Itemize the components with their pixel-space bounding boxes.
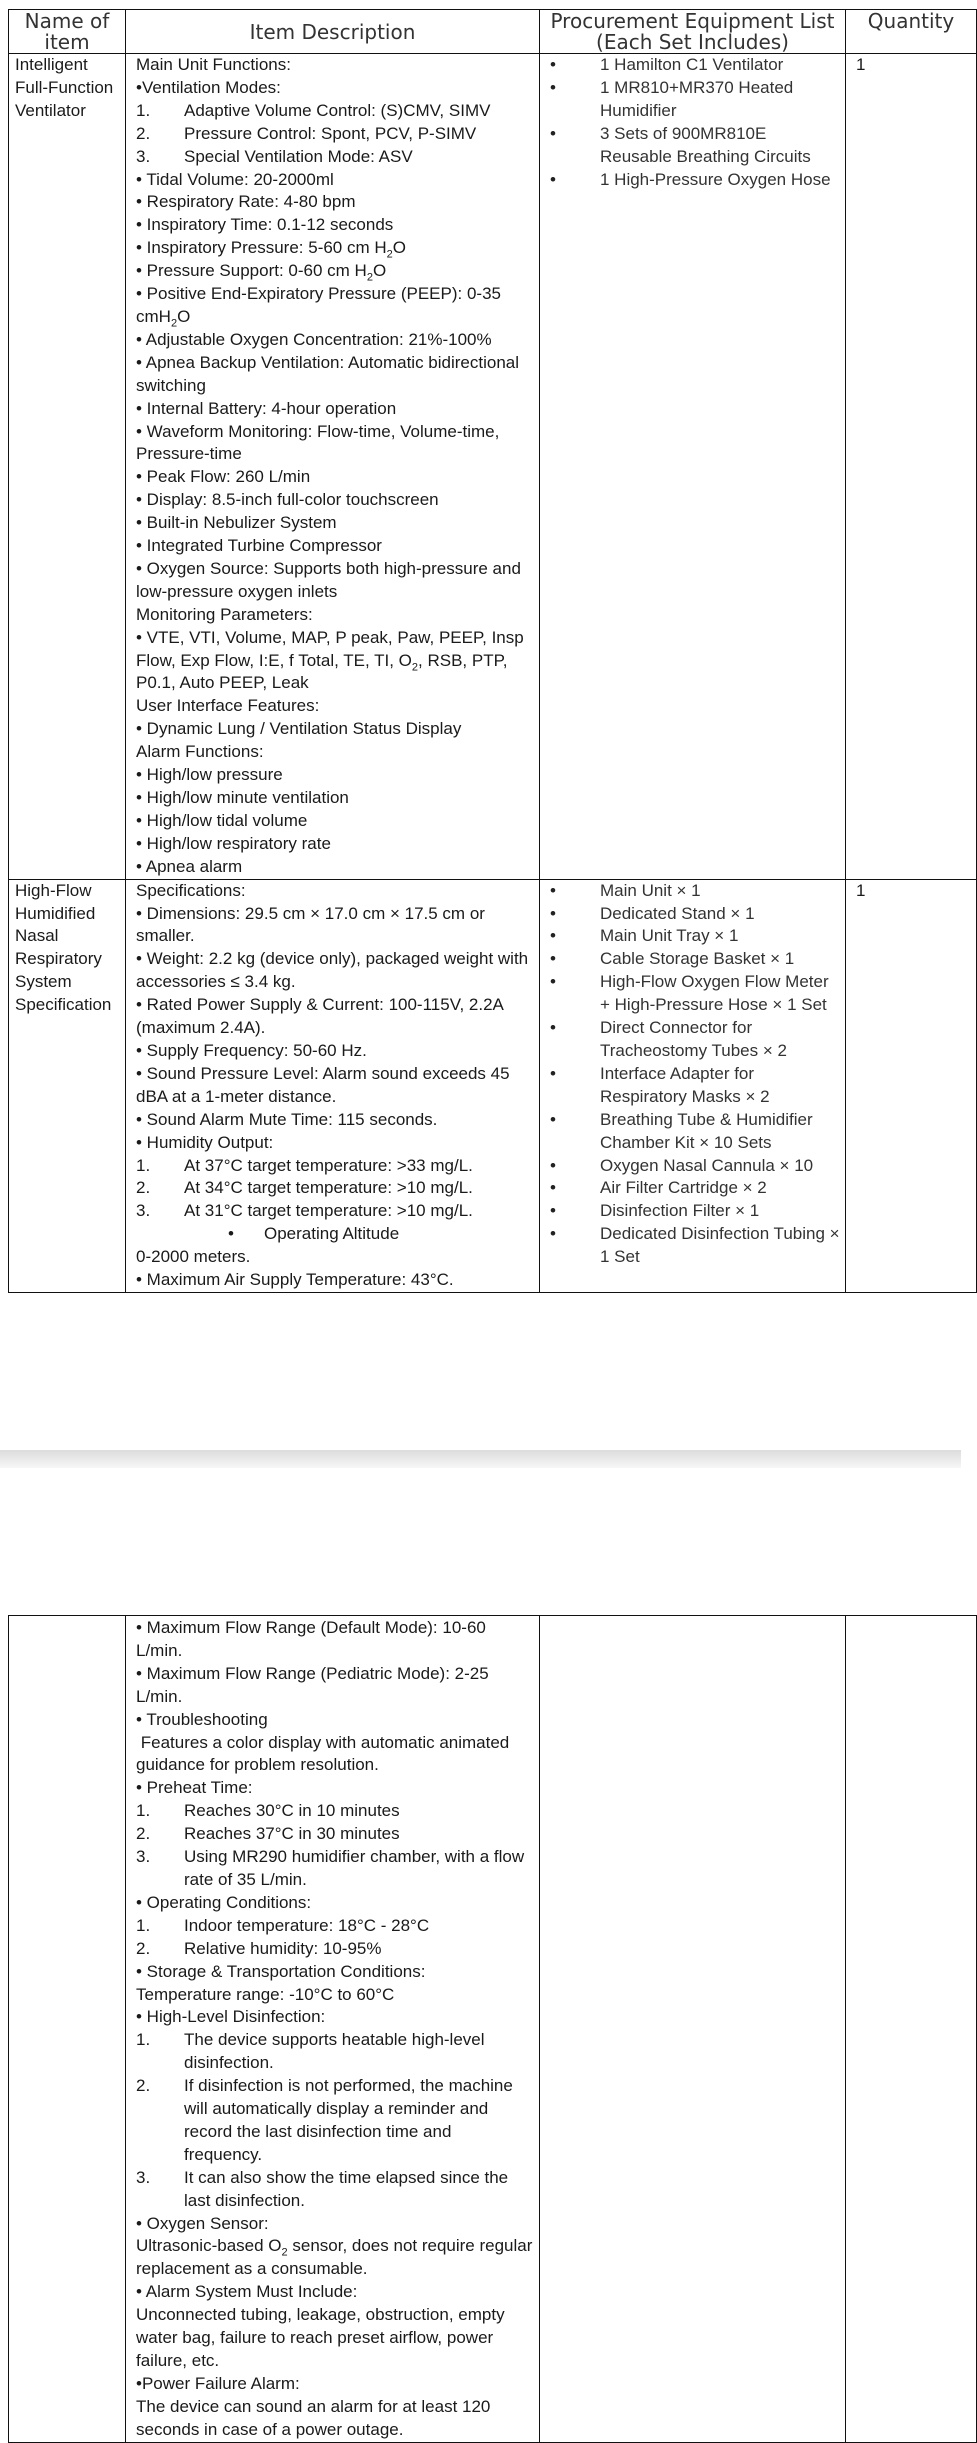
- item-description-cell: [126, 879, 540, 1292]
- list-item: • Air Filter Cartridge × 2: [550, 1177, 841, 1200]
- description-line: Alarm Functions:: [136, 742, 264, 762]
- description-line: 0-2000 meters.: [136, 1247, 251, 1267]
- numbered-item: 1. At 37°C target temperature: >33 mg/L.: [136, 1155, 473, 1175]
- description-line: •Ventilation Modes:: [136, 77, 281, 97]
- list-item: • Oxygen Nasal Cannula × 10: [550, 1155, 841, 1178]
- description-line: • Adjustable Oxygen Concentration: 21%-100%: [136, 329, 492, 349]
- description-line: • Apnea Backup Ventilation: Automatic bidirectional switching: [136, 352, 520, 395]
- page-break: [0, 1450, 961, 1615]
- procurement-table-continued: [8, 1615, 977, 2443]
- numbered-item: 1. Reaches 30°C in 10 minutes: [136, 1801, 400, 1821]
- description-line: • Positive End-Expiratory Pressure (PEEP): 0-35 cmH$_2$O: [136, 284, 501, 330]
- description-line: • Rated Power Supply & Current: 100-115V, 2.2A (maximum 2.4A).: [136, 995, 503, 1038]
- list-item: • Main Unit × 1: [550, 880, 841, 903]
- item-name-cell: [9, 879, 126, 1292]
- numbered-item: 2. Reaches 37°C in 30 minutes: [136, 1824, 400, 1844]
- list-item: • 1 MR810+MR370 Heated Humidifier: [550, 77, 841, 123]
- equipment-list: [550, 54, 841, 191]
- item-description-cell: [126, 54, 540, 880]
- list-item: • 1 Hamilton C1 Ventilator: [550, 54, 841, 77]
- description-line: • Peak Flow: 260 L/min: [136, 467, 311, 487]
- numbered-item: 1. The device supports heatable high-level disinfection.: [136, 2030, 485, 2073]
- item-name: Intelligent Full-Function Ventilator: [15, 55, 114, 120]
- description-line: • Preheat Time:: [136, 1778, 253, 1798]
- description-line: • Maximum Flow Range (Pediatric Mode): 2-25 L/min.: [136, 1663, 489, 1706]
- quantity-cell: [846, 879, 977, 1292]
- description-line: • High/low tidal volume: [136, 810, 308, 830]
- equipment-list-cell: [540, 1616, 846, 2443]
- numbered-item: 1. Adaptive Volume Control: (S)CMV, SIMV: [136, 100, 491, 120]
- quantity-value: 1: [856, 880, 866, 900]
- list-item: • 1 High-Pressure Oxygen Hose: [550, 169, 841, 192]
- description-line: • High/low minute ventilation: [136, 788, 349, 807]
- description-line: •Power Failure Alarm:: [136, 2373, 300, 2393]
- description-line: • Oxygen Sensor:: [136, 2213, 269, 2233]
- description-line: • Inspiratory Time: 0.1-12 seconds: [136, 215, 394, 235]
- description-line: • Humidity Output:: [136, 1132, 274, 1152]
- description-line: • VTE, VTI, Volume, MAP, P peak, Paw, PEEP, Insp Flow, Exp Flow, I:E, f Total, TE, TI, $O_2$, RSB, PTP, P0.1, Auto PEEP, Leak: [136, 627, 524, 693]
- numbered-item: 2. If disinfection is not performed, the machine will automatically display a reminder and record the last disinfection time and frequency.: [136, 2076, 513, 2164]
- description-line: • Waveform Monitoring: Flow-time, Volume-time, Pressure-time: [136, 421, 500, 464]
- equipment-list: [550, 880, 841, 1269]
- description-line: Unconnected tubing, leakage, obstruction, empty water bag, failure to reach preset airflow, power failure, etc.: [136, 2305, 505, 2370]
- description-line: • Operating Conditions:: [136, 1892, 312, 1912]
- item-name: High-Flow Humidified Nasal Respiratory System Specification: [15, 880, 112, 1015]
- numbered-item: 2. Pressure Control: Spont, PCV, P-SIMV: [136, 123, 477, 143]
- header-quantity: Quantity: [846, 10, 977, 54]
- description-line: • High/low respiratory rate: [136, 833, 331, 853]
- description-line: • Built-in Nebulizer System: [136, 513, 337, 533]
- equipment-list-cell: [540, 879, 846, 1292]
- list-item: • Dedicated Stand × 1: [550, 903, 841, 926]
- description-line: Temperature range: -10°C to 60°C: [136, 1984, 395, 2004]
- header-item-description: Item Description: [126, 10, 540, 54]
- description-line: • Display: 8.5-inch full-color touchscreen: [136, 490, 439, 510]
- header-name-of-item: Name of item: [9, 10, 126, 54]
- description-line: • Storage & Transportation Conditions:: [136, 1961, 426, 1981]
- description-line: • Maximum Flow Range (Default Mode): 10-60 L/min.: [136, 1618, 486, 1660]
- description-line: • Integrated Turbine Compressor: [136, 536, 382, 556]
- numbered-item: 3. Special Ventilation Mode: ASV: [136, 146, 413, 166]
- description-line: Specifications:: [136, 880, 246, 900]
- quantity-cell: [846, 1616, 977, 2443]
- equipment-list-cell: [540, 54, 846, 880]
- numbered-item: 2. Relative humidity: 10-95%: [136, 1938, 382, 1958]
- table-header-row: [9, 10, 977, 54]
- list-item: • Direct Connector for Tracheostomy Tubes × 2: [550, 1017, 841, 1063]
- quantity-cell: [846, 54, 977, 880]
- numbered-item: 1. Indoor temperature: 18°C - 28°C: [136, 1915, 430, 1935]
- description-line: • Supply Frequency: 50-60 Hz.: [136, 1040, 367, 1060]
- description-line: • Oxygen Source: Supports both high-pressure and low-pressure oxygen inlets: [136, 558, 521, 601]
- description-line: The device can sound an alarm for at least 120 seconds in case of a power outage.: [136, 2396, 491, 2439]
- description-line: • Sound Alarm Mute Time: 115 seconds.: [136, 1109, 438, 1129]
- list-item: • Dedicated Disinfection Tubing × 1 Set: [550, 1223, 841, 1269]
- list-item: • Breathing Tube & Humidifier Chamber Kit × 10 Sets: [550, 1109, 841, 1155]
- description-line: • Internal Battery: 4-hour operation: [136, 398, 397, 418]
- description-line: • Apnea alarm: [136, 856, 243, 876]
- description-line: • High-Level Disinfection:: [136, 2007, 326, 2027]
- description-line: • Dynamic Lung / Ventilation Status Display: [136, 719, 462, 739]
- description-line: Main Unit Functions:: [136, 55, 291, 74]
- description-line: Features a color display with automatic animated guidance for problem resolution.: [136, 1732, 514, 1775]
- description-line: • Maximum Air Supply Temperature: 43°C.: [136, 1270, 454, 1290]
- list-item: • Cable Storage Basket × 1: [550, 948, 841, 971]
- description-line: • Respiratory Rate: 4-80 bpm: [136, 192, 356, 212]
- numbered-item: 2. At 34°C target temperature: >10 mg/L.: [136, 1178, 473, 1198]
- item-name-cell: [9, 1616, 126, 2443]
- header-procurement-list: Procurement Equipment List (Each Set Includes): [540, 10, 846, 54]
- procurement-table: [8, 9, 977, 1293]
- list-item: • 3 Sets of 900MR810E Reusable Breathing Circuits: [550, 123, 841, 169]
- sub-bullet-item: • Operating Altitude: [136, 1223, 533, 1246]
- description-line: Ultrasonic-based $O_2$ sensor, does not require regular replacement as a consumable.: [136, 2236, 533, 2279]
- numbered-item: 3. It can also show the time elapsed since the last disinfection.: [136, 2167, 509, 2210]
- description-line: • High/low pressure: [136, 765, 283, 785]
- description-line: • Troubleshooting: [136, 1709, 268, 1729]
- list-item: • Main Unit Tray × 1: [550, 925, 841, 948]
- numbered-item: 3. Using MR290 humidifier chamber, with a flow rate of 35 L/min.: [136, 1847, 525, 1889]
- description-line: • Tidal Volume: 20-2000ml: [136, 169, 334, 189]
- description-line: Monitoring Parameters:: [136, 604, 313, 624]
- description-line: • Inspiratory Pressure: 5-60 cm $H_2O$: [136, 238, 407, 261]
- table-row: [9, 1616, 977, 2443]
- page-separator: [0, 1450, 961, 1468]
- table-row: [9, 54, 977, 880]
- item-name-cell: [9, 54, 126, 880]
- numbered-item: 3. At 31°C target temperature: >10 mg/L.: [136, 1201, 473, 1221]
- description-line: • Sound Pressure Level: Alarm sound exceeds 45 dBA at a 1-meter distance.: [136, 1063, 510, 1106]
- list-item: • High-Flow Oxygen Flow Meter + High-Pressure Hose × 1 Set: [550, 971, 841, 1017]
- description-line: • Pressure Support: 0-60 cm $H_2O$: [136, 261, 387, 284]
- list-item: • Interface Adapter for Respiratory Masks × 2: [550, 1063, 841, 1109]
- description-line: User Interface Features:: [136, 696, 320, 716]
- document-page-2: [0, 1615, 961, 2439]
- list-item: • Disinfection Filter × 1: [550, 1200, 841, 1223]
- description-line: • Alarm System Must Include:: [136, 2282, 358, 2302]
- description-line: • Weight: 2.2 kg (device only), packaged weight with accessories ≤ 3.4 kg.: [136, 949, 529, 992]
- quantity-value: 1: [856, 55, 866, 74]
- table-row: [9, 879, 977, 1292]
- description-line: • Dimensions: 29.5 cm × 17.0 cm × 17.5 cm or smaller.: [136, 903, 485, 946]
- item-description-cell: [126, 1616, 540, 2443]
